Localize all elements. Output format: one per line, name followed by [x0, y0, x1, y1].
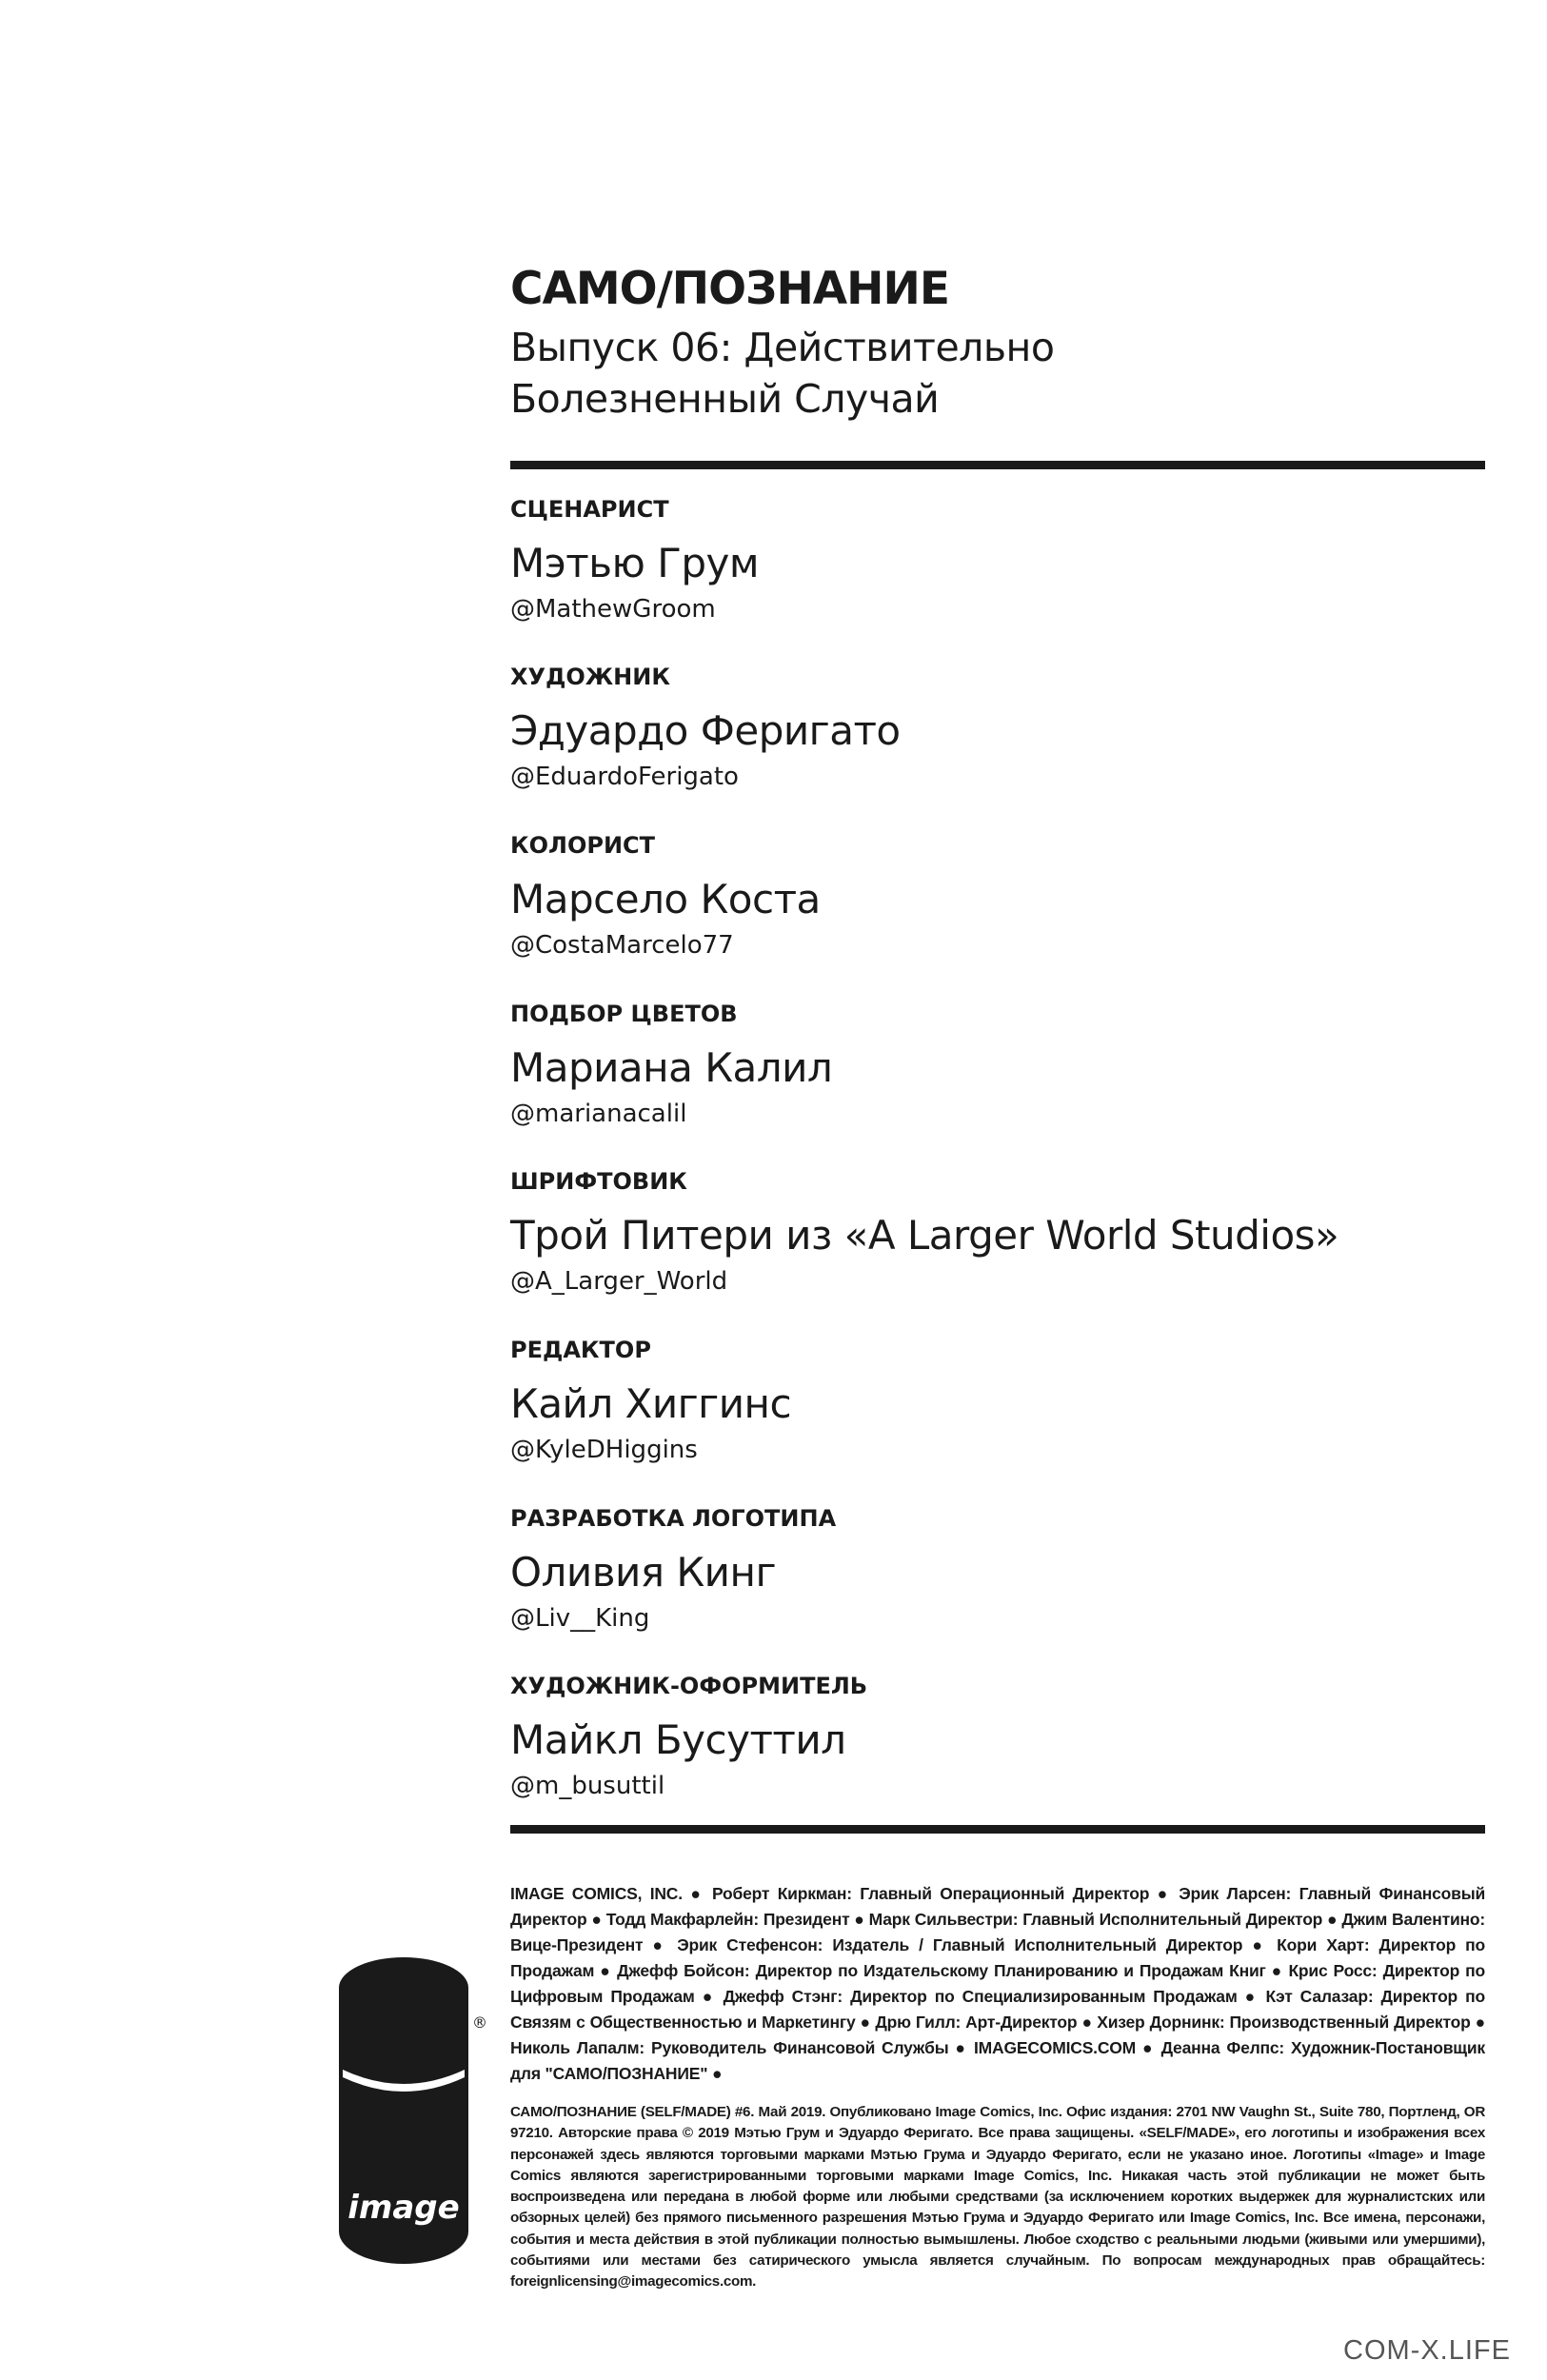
credit-role: СЦЕНАРИСТ — [510, 496, 669, 523]
staff-listing: IMAGE COMICS, INC. ● Роберт Киркман: Главный Операционный Директор ● Эрик Ларсен: Главный Финансовый Директор ● Тодд Макфарлейн: Президент ● Марк Сильвестри: Главный Исполнительный Директор ● Джим Валентино: Вице-Президент ● Эрик Стефенсон: Издатель / Главный Исполнительный Директор ● Кори Харт: Директор по Продажам ● Джефф Бойсон: Директор по Издательскому Планированию и Продажам Книг ● Крис Росс: Директор по Цифровым Продажам ● Джефф Стэнг: Директор по Специализированным Продажам ● Кэт Салазар: Директор по Связям с Общественностью и Маркетингу ● Дрю Гилл: Арт-Директор ● Хизер Дорнинк: Производственный Директор ● Николь Лапалм: Руководитель Финансовой Службы ● IMAGECOMICS.COM ● Деанна Фелпс: Художник-Постановщик для "САМО/ПОЗНАНИЕ" ● — [510, 1884, 1485, 2083]
copyright-notice: САМО/ПОЗНАНИЕ (SELF/MADE) #6. Май 2019. Опубликовано Image Comics, Inc. Офис издания: 2701 NW Vaughn St., Suite 780, Портленд, OR 97210. Авторские права © 2019 Мэтью Грум и Эдуардо Феригато. Все права защищены. «SELF/MADE», его логотипы и изображения всех персонажей здесь являются торговыми марками Мэтью Грума и Эдуардо Феригато, если не указано иное. Логотипы «Image» и Image Comics являются зарегистрированными торговыми марками Image Comics, Inc. Никакая часть этой публикации не может быть воспроизведена или передана в любой форме или любыми средствами (за исключением коротких выдержек для журналистских или обзорных целей) без прямого письменного разрешения Мэтью Грума и Эдуардо Феригато или Image Comics, Inc. Все имена, персонажи, события и места действия в этой публикации полностью вымышлены. Любое сходство с реальными людьми (живыми или умершими), событиями или местами без сатирического умысла является случайным. По вопросам международных прав обращайтесь: foreignlicensing@imagecomics.com. — [510, 2104, 1485, 2291]
registered-mark: ® — [472, 2013, 487, 2032]
credit-handle: @EduardoFerigato — [510, 763, 739, 791]
credit-block — [510, 1167, 1462, 1297]
issue-subtitle-line-1: Выпуск 06: Действительно — [510, 325, 1055, 370]
credit-name: Марсело Коста — [510, 876, 821, 922]
credit-name: Кайл Хиггинс — [510, 1380, 792, 1427]
logo-wordmark: image — [347, 2189, 460, 2227]
credit-block — [510, 1504, 1462, 1634]
image-comics-logo — [337, 1955, 489, 2266]
credit-handle: @A_Larger_World — [510, 1267, 728, 1296]
credit-handle: @MathewGroom — [510, 595, 716, 624]
top-divider — [510, 461, 1485, 469]
credit-name: Мэтью Грум — [510, 540, 760, 586]
credit-block — [510, 1336, 1462, 1465]
credit-handle: @m_busuttil — [510, 1772, 665, 1800]
credit-name: Мариана Калил — [510, 1044, 833, 1091]
credit-role: ХУДОЖНИК-ОФОРМИТЕЛЬ — [510, 1673, 868, 1699]
credit-block — [510, 1000, 1462, 1129]
credit-role: ПОДБОР ЦВЕТОВ — [510, 1001, 738, 1027]
credit-role: КОЛОРИСТ — [510, 832, 656, 859]
credit-block — [510, 495, 1462, 625]
credit-name: Майкл Бусуттил — [510, 1716, 846, 1763]
issue-subtitle-line-2: Болезненный Случай — [510, 376, 940, 422]
credit-role: ШРИФТОВИК — [510, 1168, 687, 1195]
credit-block — [510, 663, 1462, 792]
issue-subtitle — [510, 322, 1054, 425]
credit-role: РАЗРАБОТКА ЛОГОТИПА — [510, 1505, 837, 1532]
credit-name: Оливия Кинг — [510, 1549, 777, 1596]
book-title: САМО/ПОЗНАНИЕ — [510, 263, 949, 315]
bottom-divider — [510, 1825, 1485, 1834]
credit-role: РЕДАКТОР — [510, 1337, 651, 1363]
credit-name: Эдуардо Феригато — [510, 707, 901, 754]
credit-name: Трой Питери из «A Larger World Studios» — [510, 1212, 1339, 1259]
credit-role: ХУДОЖНИК — [510, 664, 670, 690]
credit-handle: @KyleDHiggins — [510, 1436, 698, 1464]
credit-handle: @marianacalil — [510, 1100, 687, 1128]
credit-handle: @Liv__King — [510, 1604, 650, 1633]
credit-block — [510, 831, 1462, 961]
site-watermark: COM-X.LIFE — [1343, 2335, 1511, 2366]
credit-handle: @CostaMarcelo77 — [510, 931, 734, 960]
credit-block — [510, 1672, 1462, 1801]
